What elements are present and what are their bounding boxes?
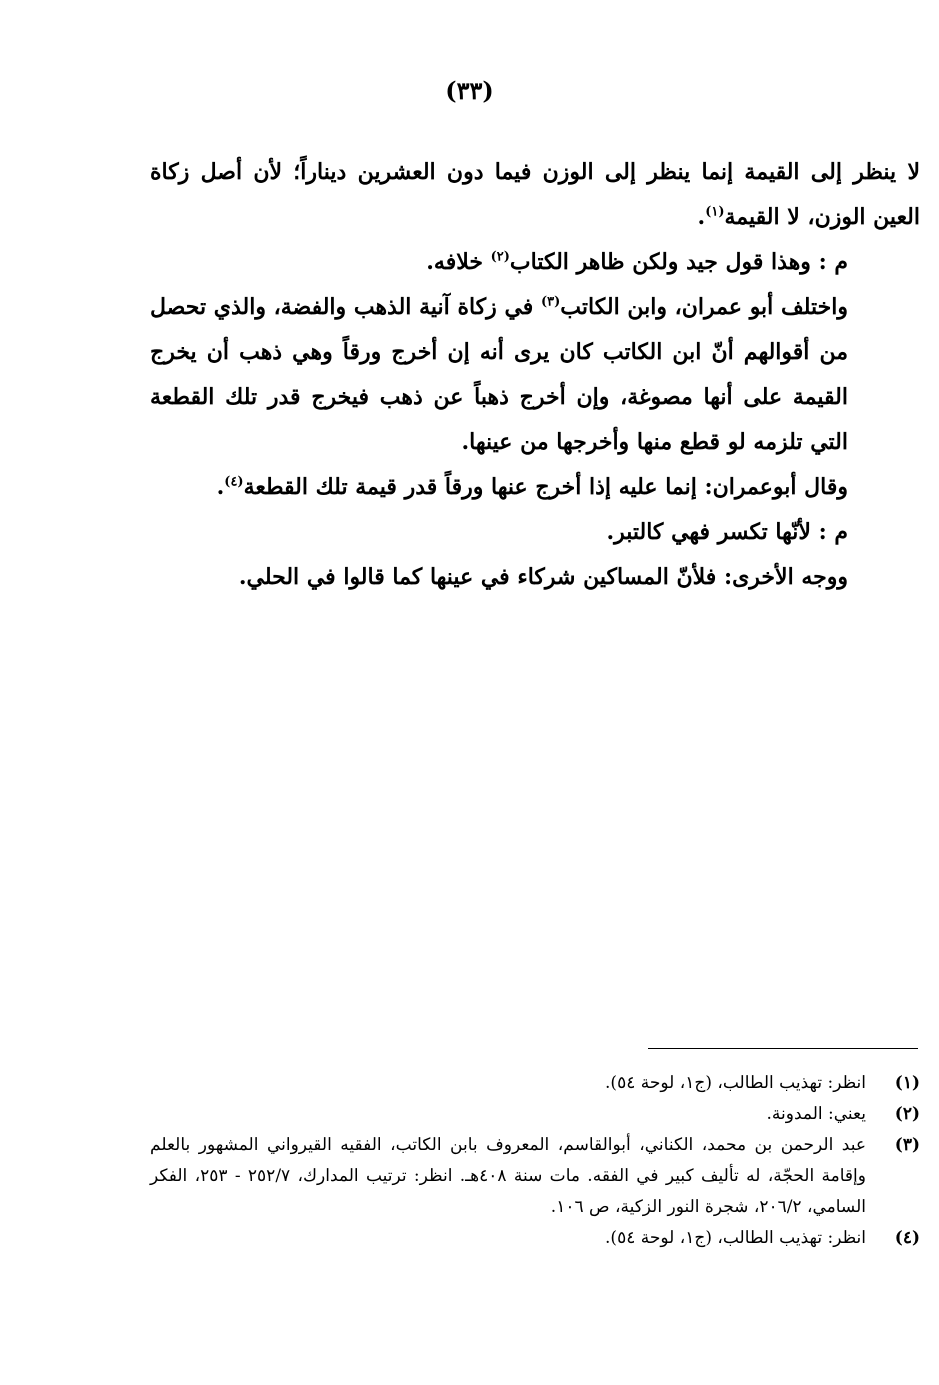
paragraph: [150, 240, 920, 285]
paragraph-text: م : لأنّها تكسر فهي كالتبر.: [606, 519, 848, 545]
paragraph: [150, 465, 920, 510]
footnote: [150, 1099, 920, 1130]
footnote-text: يعني: المدونة.: [766, 1104, 866, 1124]
footnote-number: (٤): [894, 1228, 920, 1248]
footnote: [150, 1068, 920, 1099]
footnote-number: (١): [894, 1073, 920, 1093]
footnote-number: (٣): [894, 1135, 920, 1155]
footnotes: [150, 1068, 920, 1254]
footnote-separator: [648, 1048, 918, 1049]
paragraph: [150, 150, 920, 240]
paragraph: [150, 510, 920, 555]
footnote-text: انظر: تهذيب الطالب، (ج١، لوحة ٥٤).: [605, 1073, 866, 1093]
paragraph: [150, 285, 920, 465]
paragraph-text: .: [697, 204, 706, 230]
footnote-text: انظر: تهذيب الطالب، (ج١، لوحة ٥٤).: [605, 1228, 866, 1248]
footnote-reference: (٤): [224, 474, 244, 490]
footnote-reference: (٣): [541, 294, 561, 310]
paragraph-text: واختلف أبو عمران، وابن الكاتب: [560, 294, 849, 320]
paragraph: [150, 555, 920, 600]
paragraph-text: لا ينظر إلى القيمة إنما ينظر إلى الوزن فيما دون العشرين ديناراً؛ لأن أصل زكاة العين الوزن، لا القيمة: [150, 159, 920, 230]
footnote-number: (٢): [894, 1104, 920, 1124]
page-number: (٣٣): [445, 76, 494, 105]
footnote: [150, 1130, 920, 1223]
footnote: [150, 1223, 920, 1254]
body-text: [150, 150, 920, 600]
paragraph-text: ووجه الأخرى: فلأنّ المساكين شركاء في عينها كما قالوا في الحلي.: [238, 564, 848, 590]
paragraph-text: في زكاة آنية الذهب والفضة، والذي تحصل من أقوالهم أنّ ابن الكاتب كان يرى أنه إن أخرج ورقاً وهي ذهب أن يخرج القيمة على أنها مصوغة، وإن أخرج ذهباً عن ذهب فيخرج قدر تلك القطعة التي تلزمه لو قطع منها وأخرجها من عينها.: [150, 294, 848, 455]
footnote-reference: (٢): [490, 249, 510, 265]
footnote-text: عبد الرحمن بن محمد، الكناني، أبوالقاسم، المعروف بابن الكاتب، الفقيه القيرواني المشهور بالعلم وإقامة الحجّة، له تأليف كبير في الفقه. مات سنة ٤٠٨هـ. انظر: ترتيب المدارك، ٢٥٢/٧ - ٢٥٣، الفكر السامي، ٢٠٦/٢، شجرة النور الزكية، ص ١٠٦.: [150, 1135, 866, 1217]
paragraph-text: خلافه.: [426, 249, 491, 275]
paragraph-text: وقال أبوعمران: إنما عليه إذا أخرج عنها ورقاً قدر قيمة تلك القطعة: [243, 474, 848, 500]
paragraph-text: م : وهذا قول جيد ولكن ظاهر الكتاب: [509, 249, 848, 275]
paragraph-text: .: [216, 474, 225, 500]
footnote-reference: (١): [705, 204, 725, 220]
